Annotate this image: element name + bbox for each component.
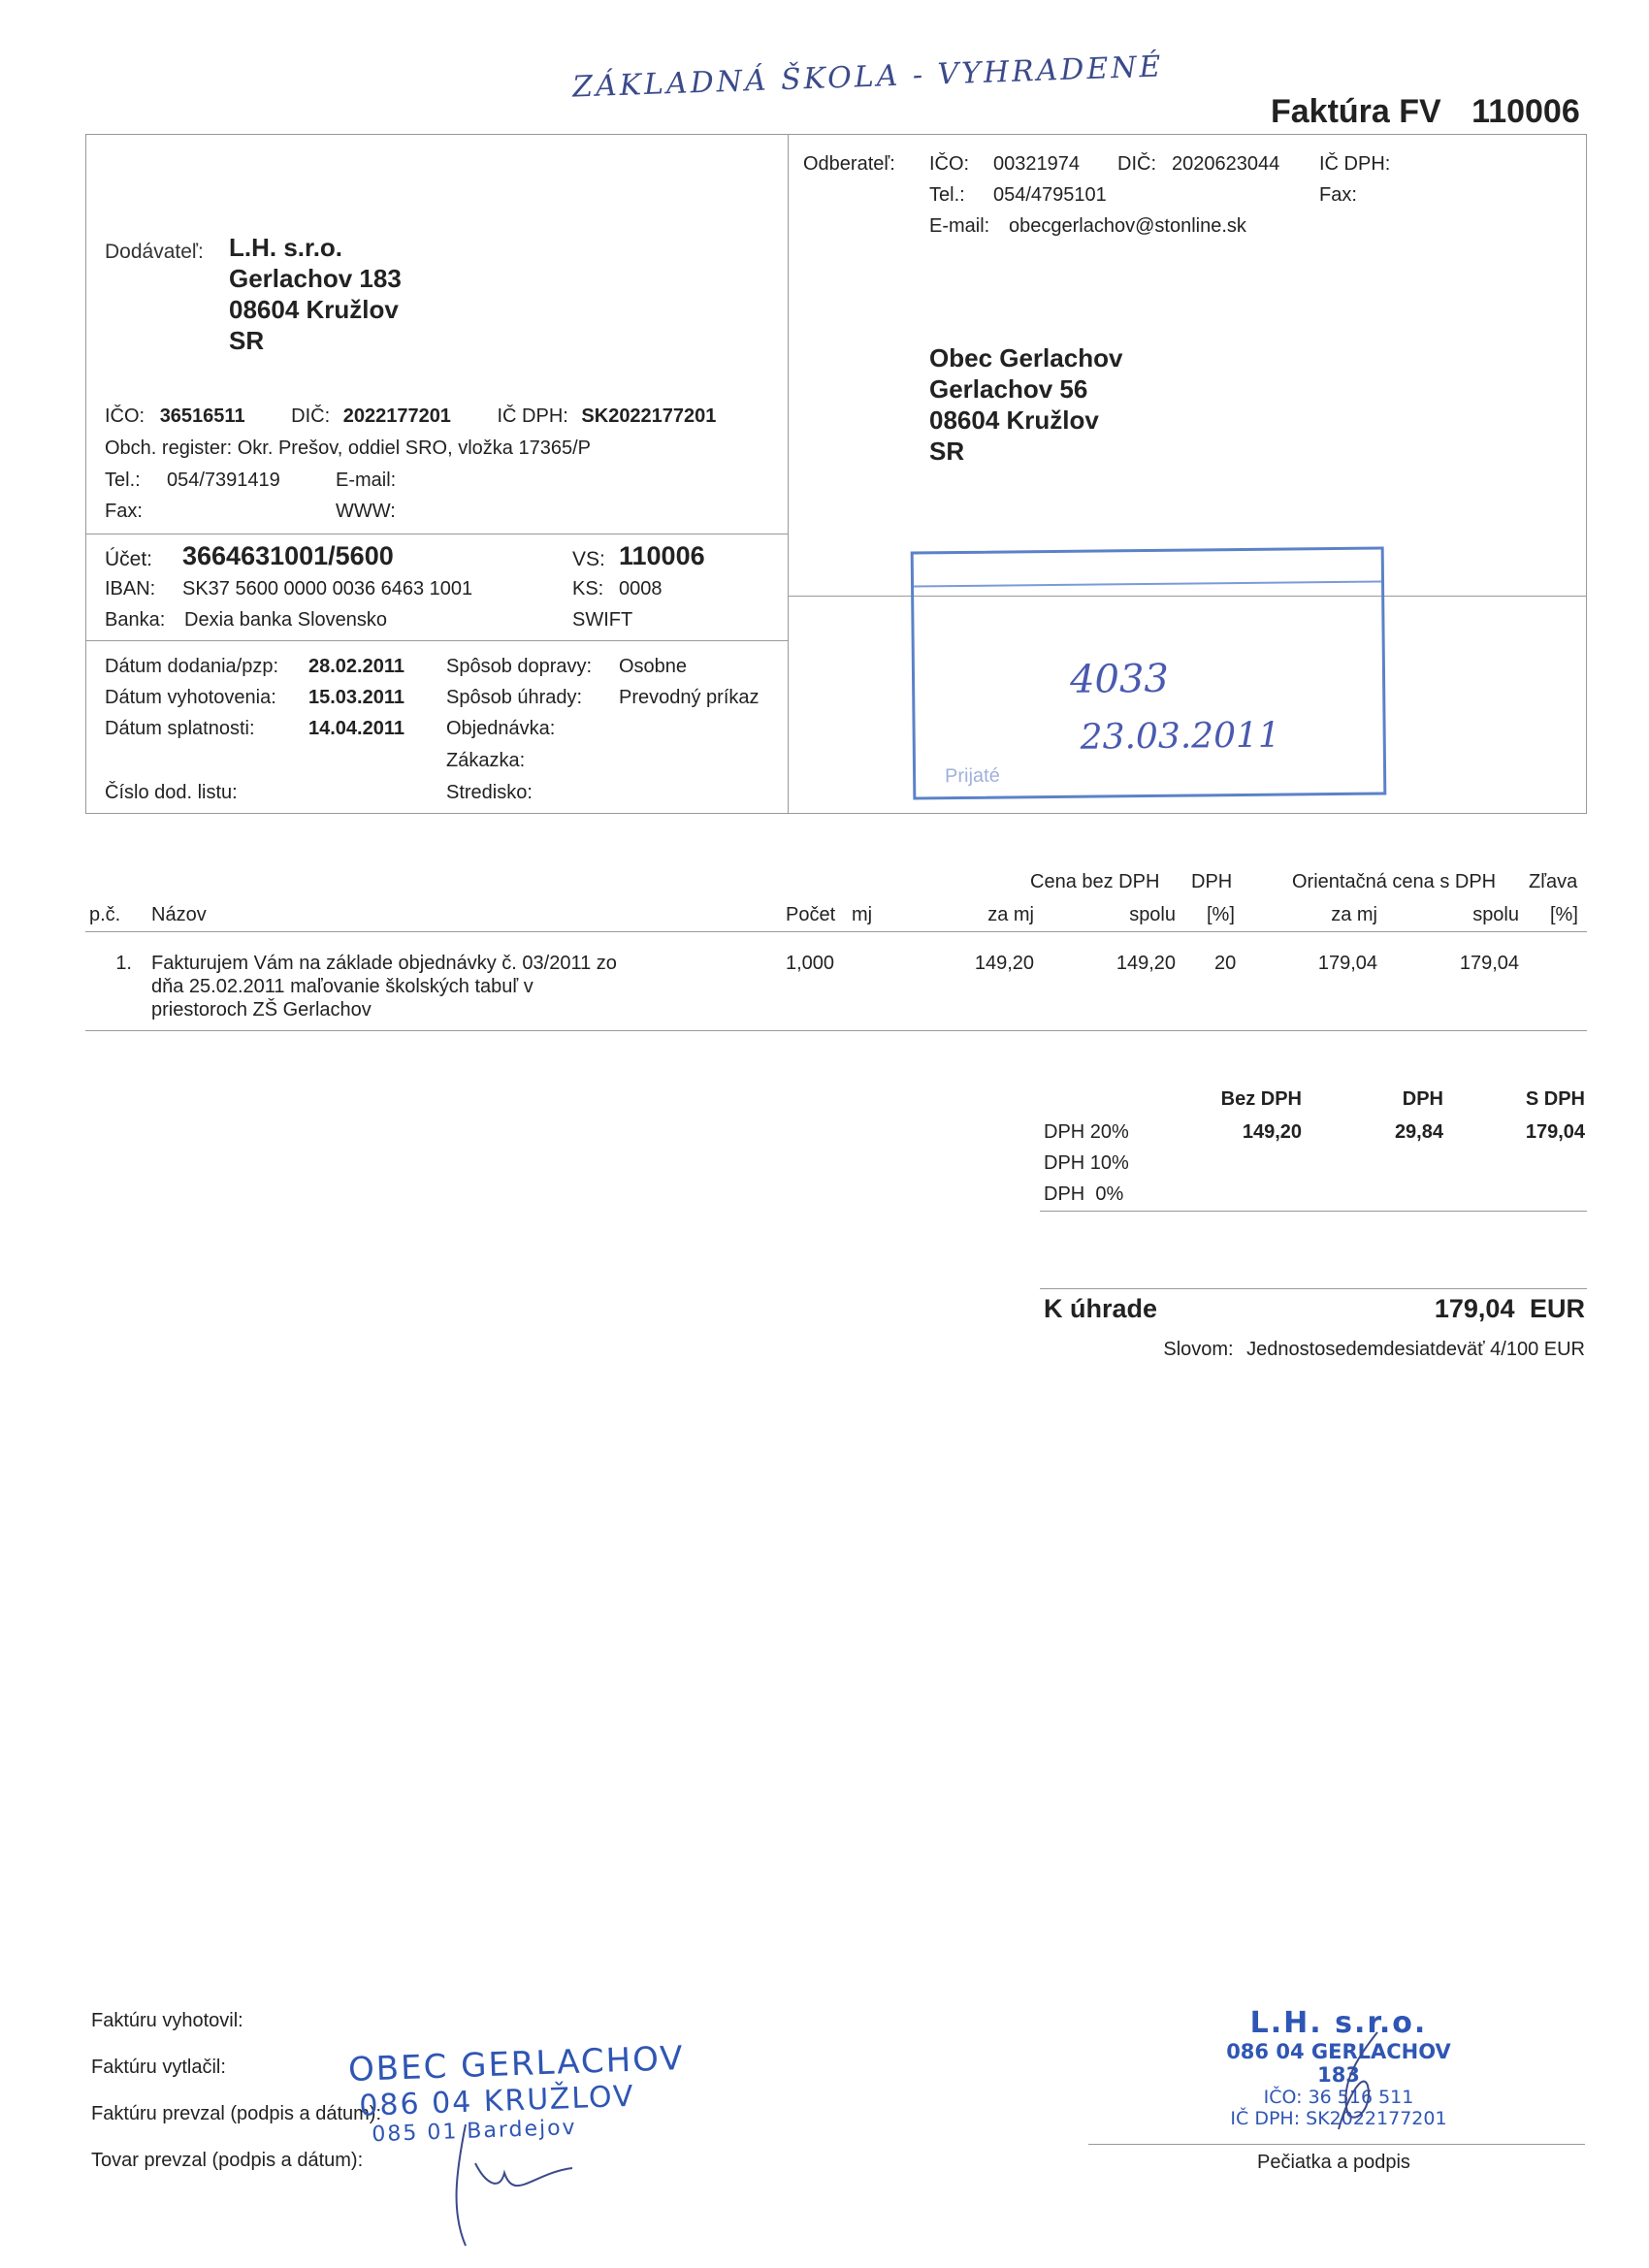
cislo-dod-listu-label: Číslo dod. listu: [105, 782, 238, 803]
stamp-right-l4: IČ DPH: SK2022177201 [1230, 2108, 1447, 2129]
th-spolu: spolu [1129, 904, 1176, 925]
row-pc: 1. [115, 953, 132, 974]
th-mj: mj [852, 904, 873, 925]
th-za-mj-2: za mj [1331, 904, 1377, 925]
footer-peciatka: Pečiatka a podpis [1257, 2152, 1410, 2173]
handwritten-note: ZÁKLADNÁ ŠKOLA - VYHRADENÉ [571, 49, 1164, 105]
supplier-ico: 36516511 [159, 405, 245, 427]
date-dodania: 28.02.2011 [308, 656, 404, 677]
row-nazov-1: Fakturujem Vám na základe objednávky č. 03/2011 zo [151, 953, 617, 974]
left-signature [446, 2115, 601, 2251]
th-cena-bez-dph: Cena bez DPH [1030, 871, 1160, 892]
doprava-label: Spôsob dopravy: [446, 656, 593, 677]
stamp-number: 4033 [1069, 656, 1170, 702]
supplier-register: Obch. register: Okr. Prešov, oddiel SRO, vložka 17365/P [105, 437, 591, 459]
frame-top [85, 134, 1587, 135]
buyer-email-label: E-mail: [929, 215, 990, 237]
buyer-icdph-label: IČ DPH: [1319, 153, 1391, 175]
supplier-label: Dodávateľ: [105, 241, 204, 263]
stamp-right-l3: IČO: 36 516 511 [1263, 2087, 1414, 2108]
supplier-icdph: SK2022177201 [581, 405, 717, 427]
right-signature [1319, 2027, 1406, 2134]
divider-bank [85, 534, 788, 535]
th-pc: p.č. [89, 904, 121, 925]
table-bottom-rule [85, 1030, 1587, 1031]
supplier-country: SR [229, 326, 265, 355]
table-header-rule [85, 931, 1587, 932]
supplier-tel-label: Tel.: [105, 470, 141, 491]
buyer-tel-label: Tel.: [929, 184, 965, 206]
signature-line [1088, 2144, 1585, 2145]
row-nazov-3: priestoroch ZŠ Gerlachov [151, 999, 372, 1021]
date-dodania-label: Dátum dodania/pzp: [105, 656, 279, 677]
buyer-label: Odberateľ: [803, 153, 895, 175]
supplier-www-label: WWW: [336, 501, 396, 522]
th-zlava: Zľava [1529, 871, 1578, 892]
bank-vs: 110006 [619, 541, 705, 570]
vat-h-s: S DPH [1525, 1088, 1585, 1110]
supplier-street: Gerlachov 183 [229, 264, 402, 293]
buyer-dic: 2020623044 [1172, 153, 1280, 175]
total-amount-group [1339, 1294, 1585, 1324]
vat-r20-bez: 149,20 [1242, 1121, 1302, 1143]
footer-tovar: Tovar prevzal (podpis a dátum): [91, 2150, 364, 2171]
bank-swift-label: SWIFT [572, 609, 633, 631]
date-splatnosti-label: Dátum splatnosti: [105, 718, 255, 739]
total-slovom-label: Slovom: [1163, 1339, 1234, 1360]
doc-title-label: Faktúra FV [1271, 93, 1441, 130]
frame-left [85, 134, 86, 813]
th-pct-2: [%] [1550, 904, 1578, 925]
buyer-country: SR [929, 437, 965, 466]
footer-prevzal: Faktúru prevzal (podpis a dátum): [91, 2103, 382, 2124]
stamp-date: 23.03.2011 [1080, 715, 1281, 758]
date-splatnosti: 14.04.2011 [308, 718, 404, 739]
supplier-ico-label: IČO: [105, 405, 146, 427]
frame-right [1586, 134, 1587, 813]
stamp-left-l3: 085 01 Bardejov [371, 2115, 578, 2148]
buyer-ico-label: IČO: [929, 153, 970, 175]
total-label: K úhrade [1044, 1294, 1158, 1323]
stamp-left-l2: 086 04 KRUŽLOV [358, 2079, 636, 2123]
total-top-rule [1040, 1288, 1587, 1289]
document-title [1271, 93, 1580, 131]
stamp-word: Prijaté [944, 764, 1000, 788]
zakazka-label: Zákazka: [446, 750, 526, 771]
uhrada-value: Prevodný príkaz [619, 687, 760, 708]
buyer-name: Obec Gerlachov [929, 343, 1123, 373]
vat-r20-dph: 29,84 [1394, 1121, 1443, 1143]
stredisko-label: Stredisko: [446, 782, 533, 803]
footer-vytlacil: Faktúru vytlačil: [91, 2057, 226, 2078]
vat-h-bez: Bez DPH [1220, 1088, 1302, 1110]
supplier-city: 08604 Kružlov [229, 295, 399, 324]
row-pocet: 1,000 [786, 953, 835, 974]
vat-r0-label: DPH 0% [1044, 1183, 1124, 1205]
row-nazov-2: dňa 25.02.2011 maľovanie školských tabuľ v [151, 976, 534, 997]
bank-ucet-label: Účet: [105, 548, 153, 570]
buyer-fax-label: Fax: [1319, 184, 1357, 206]
total-amount: 179,04 [1434, 1294, 1515, 1323]
supplier-name: L.H. s.r.o. [229, 233, 343, 262]
supplier-tel: 054/7391419 [167, 470, 280, 491]
uhrada-label: Spôsob úhrady: [446, 687, 583, 708]
th-pct: [%] [1207, 904, 1235, 925]
date-vyhotovenia-label: Dátum vyhotovenia: [105, 687, 276, 708]
total-slovom-group [970, 1339, 1585, 1361]
stamp-right-l2: 086 04 GERLACHOV 183 [1226, 2040, 1451, 2087]
total-slovom: Jednostosedemdesiatdeväť 4/100 EUR [1246, 1339, 1585, 1360]
frame-middle [788, 134, 789, 813]
date-vyhotovenia: 15.03.2011 [308, 687, 404, 708]
row-spolu: 149,20 [1116, 953, 1176, 974]
doc-number: 110006 [1471, 93, 1580, 130]
bank-banka-label: Banka: [105, 609, 166, 631]
vat-r20-s: 179,04 [1525, 1121, 1585, 1143]
received-stamp [911, 546, 1387, 799]
th-nazov: Názov [151, 904, 207, 925]
row-o-za-mj: 179,04 [1317, 953, 1377, 974]
buyer-city: 08604 Kružlov [929, 405, 1099, 435]
supplier-dic-label: DIČ: [291, 405, 331, 427]
supplier-ids [105, 405, 716, 428]
bank-ks-label: KS: [572, 578, 604, 599]
objednavka-label: Objednávka: [446, 718, 556, 739]
vat-h-dph: DPH [1402, 1088, 1443, 1110]
row-dph: 20 [1214, 953, 1237, 974]
vat-r10-label: DPH 10% [1044, 1152, 1129, 1174]
bank-ucet: 3664631001/5600 [182, 541, 394, 570]
buyer-tel: 054/4795101 [993, 184, 1107, 206]
row-o-spolu: 179,04 [1459, 953, 1519, 974]
th-dph: DPH [1191, 871, 1233, 892]
supplier-email-label: E-mail: [336, 470, 397, 491]
bank-iban-label: IBAN: [105, 578, 156, 599]
buyer-street: Gerlachov 56 [929, 374, 1088, 404]
vat-r20-label: DPH 20% [1044, 1121, 1129, 1143]
th-za-mj: za mj [987, 904, 1034, 925]
frame-bottom [85, 813, 1587, 814]
vat-bottom-rule [1040, 1211, 1587, 1212]
bank-iban: SK37 5600 0000 0036 6463 1001 [182, 578, 473, 599]
footer-vyhotovil: Faktúru vyhotovil: [91, 2010, 243, 2031]
supplier-fax-label: Fax: [105, 501, 143, 522]
supplier-dic: 2022177201 [342, 405, 451, 427]
th-spolu-2: spolu [1472, 904, 1519, 925]
supplier-icdph-label: IČ DPH: [497, 405, 568, 427]
buyer-dic-label: DIČ: [1117, 153, 1156, 175]
total-currency: EUR [1529, 1294, 1585, 1323]
buyer-email: obecgerlachov@stonline.sk [1009, 215, 1246, 237]
stamp-left-l1: OBEC GERLACHOV [347, 2038, 686, 2090]
doprava-value: Osobne [619, 656, 688, 677]
bank-banka: Dexia banka Slovensko [184, 609, 388, 631]
bank-ks: 0008 [619, 578, 663, 599]
row-za-mj: 149,20 [974, 953, 1034, 974]
stamp-right-l1: L.H. s.r.o. [1249, 2006, 1428, 2040]
divider-dates [85, 640, 788, 641]
th-orient: Orientačná cena s DPH [1292, 871, 1497, 892]
buyer-ico: 00321974 [993, 153, 1080, 175]
bank-vs-label: VS: [572, 548, 605, 570]
th-pocet: Počet [786, 904, 836, 925]
